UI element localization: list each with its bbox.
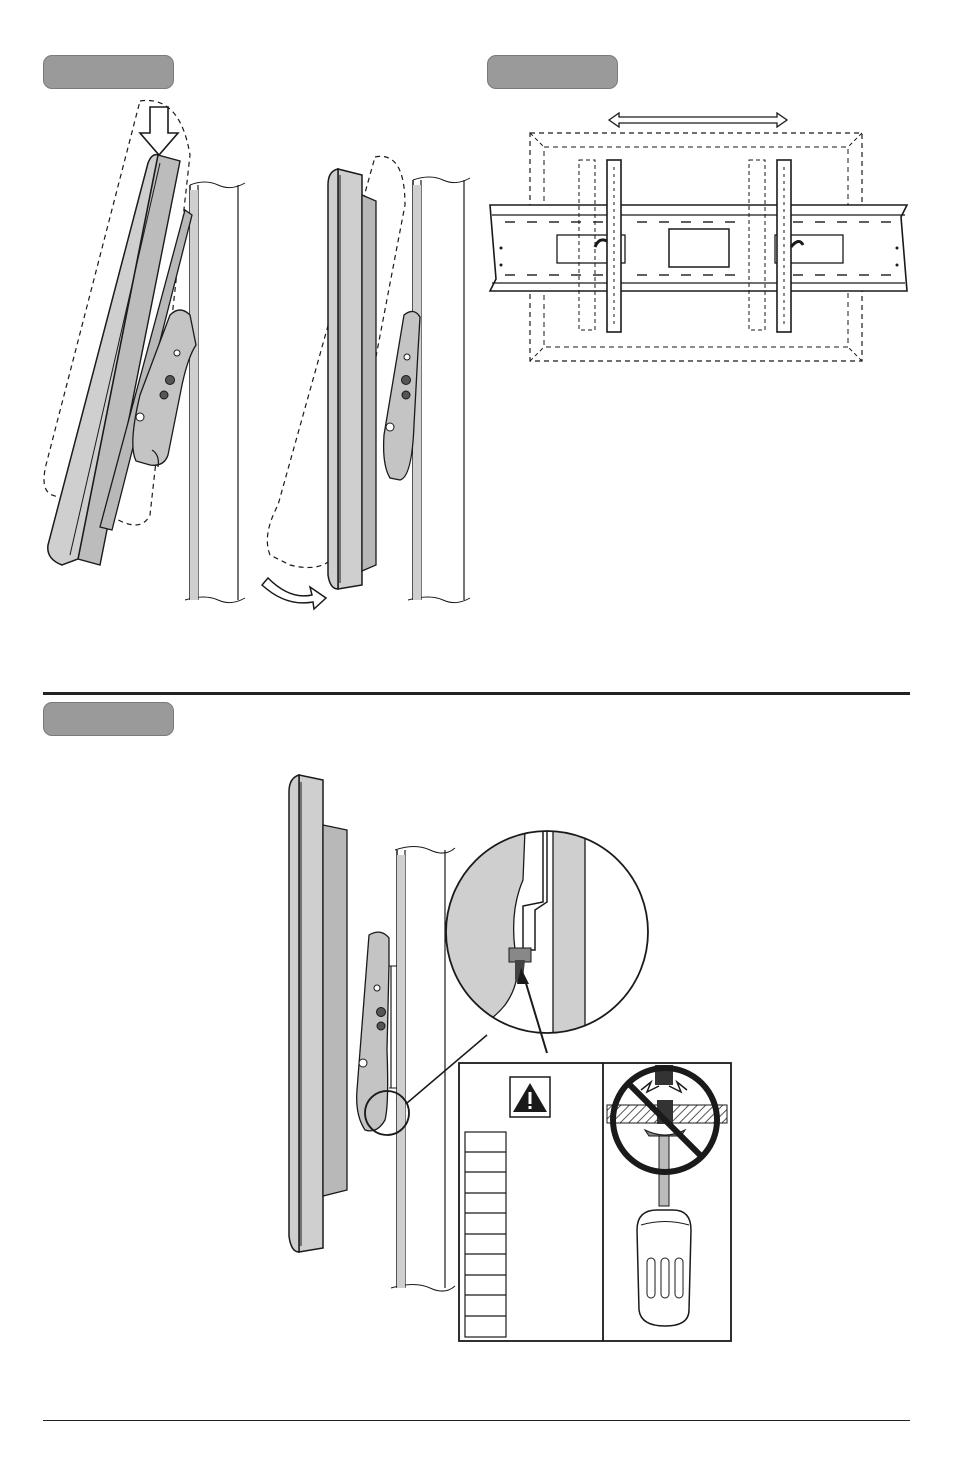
wall-section-1 <box>185 182 245 603</box>
wall-section-2 <box>408 177 470 603</box>
footer-rule <box>43 1420 910 1421</box>
step-tab-top-left <box>43 55 174 89</box>
step-tab-bottom <box>43 702 174 736</box>
section-divider <box>43 692 910 695</box>
step-tab-top-right <box>487 55 618 89</box>
illustration-front-view <box>487 105 912 375</box>
illustration-mounted-detail <box>285 770 735 1345</box>
wall-section-3 <box>391 847 455 1292</box>
illustration-hang-display <box>40 95 480 610</box>
detail-callout-magnified <box>445 830 655 1053</box>
horizontal-adjust-arrow-icon <box>609 113 787 127</box>
wall-plate <box>490 205 907 291</box>
down-arrow-icon <box>140 107 178 155</box>
warning-panel <box>459 1063 731 1341</box>
rotate-arrow-icon <box>262 578 326 609</box>
tilt-bracket-mounted <box>357 932 397 1131</box>
display-panel-mounted <box>289 775 347 1252</box>
display-panel-vertical <box>328 169 376 589</box>
